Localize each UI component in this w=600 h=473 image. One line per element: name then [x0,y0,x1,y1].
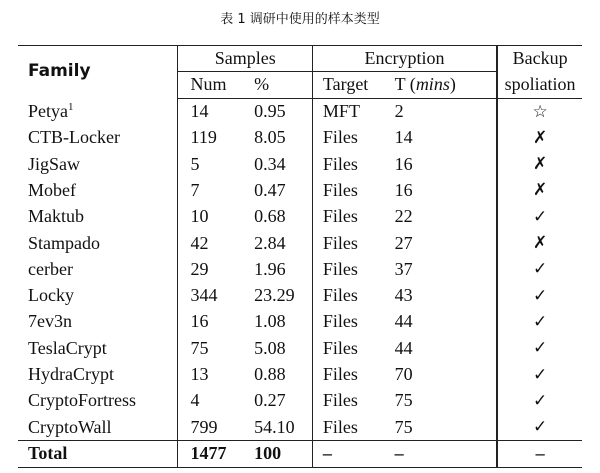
family-name: cerber [28,258,73,279]
backup-symbol: ✗ [532,180,548,201]
table-row [18,125,582,151]
num-cell: 10 [190,206,209,227]
table-body [18,98,582,467]
total-backup: – [497,441,582,467]
backup-symbol: ✓ [532,390,548,411]
family-name: CryptoFortress [28,390,136,411]
header-time [391,72,498,98]
target-cell: Files [322,153,358,174]
pct-cell: 0.34 [254,151,312,177]
backup-cell [497,388,582,414]
family-cell [18,414,178,441]
table-row [18,256,582,282]
target-cell: Files [322,258,358,279]
num-cell: 5 [190,153,200,174]
family-cell [18,335,178,361]
backup-cell [497,362,582,388]
backup-symbol: ✓ [532,417,548,438]
num-cell: 799 [190,416,218,437]
time-cell: 16 [391,151,498,177]
time-cell: 44 [391,309,498,335]
backup-cell [497,335,582,361]
num-cell: 119 [190,127,217,148]
header-backup-line2: spoliation [497,72,582,98]
pct-cell: 23.29 [254,283,312,309]
backup-cell [497,230,582,256]
header-num: Num [178,72,254,98]
target-cell: Files [322,285,358,306]
table-row [18,414,582,441]
ransomware-sample-table [18,45,582,468]
family-cell [18,256,178,282]
backup-cell [497,204,582,230]
family-cell [18,204,178,230]
pct-cell: 0.95 [254,98,312,125]
header-time-prefix: T ( [394,74,416,95]
pct-cell: 5.08 [254,335,312,361]
target-cell: Files [322,311,358,332]
table-row [18,177,582,203]
backup-symbol: ✗ [532,154,548,175]
table-row [18,388,582,414]
header-samples: Samples [178,46,312,72]
table-row [18,283,582,309]
backup-symbol: ✓ [532,364,548,385]
pct-cell: 0.88 [254,362,312,388]
backup-cell [497,414,582,441]
backup-cell [497,309,582,335]
backup-symbol: ✗ [532,127,548,148]
num-cell: 14 [190,101,209,122]
time-cell: 75 [391,414,498,441]
family-name: Stampado [28,232,100,253]
backup-cell [497,98,582,125]
target-cell: MFT [322,101,360,122]
pct-cell: 54.10 [254,414,312,441]
backup-symbol: ✓ [532,259,548,280]
family-cell [18,362,178,388]
time-cell: 22 [391,204,498,230]
num-cell: 75 [190,337,209,358]
family-cell [18,98,178,125]
pct-cell: 0.68 [254,204,312,230]
num-cell: 42 [190,232,209,253]
time-cell: 44 [391,335,498,361]
backup-cell [497,125,582,151]
num-cell: 7 [190,179,200,200]
total-row [18,441,582,467]
total-pct: 100 [254,441,312,467]
family-cell [18,230,178,256]
time-cell: 2 [391,98,498,125]
header-pct: % [254,72,312,98]
family-cell [18,309,178,335]
header-encryption: Encryption [312,46,497,72]
backup-symbol: ✓ [532,311,548,332]
family-cell [18,151,178,177]
family-cell [18,125,178,151]
total-target: – [312,441,390,467]
header-target: Target [312,72,390,98]
backup-symbol: ☆ [532,101,548,122]
family-name: 7ev3n [28,311,72,332]
time-cell: 16 [391,177,498,203]
table-row [18,362,582,388]
table-row [18,204,582,230]
backup-cell [497,256,582,282]
table-row [18,151,582,177]
family-cell [18,177,178,203]
backup-symbol: ✗ [532,233,548,254]
backup-symbol: ✓ [532,285,548,306]
backup-cell [497,283,582,309]
total-label: Total [18,441,178,467]
header-time-unit: mins [415,74,450,95]
header-family: Family [18,46,178,99]
header-time-suffix: ) [449,74,456,95]
family-name: Maktub [28,206,84,227]
family-name: Mobef [28,179,76,200]
backup-cell [497,151,582,177]
backup-symbol: ✓ [532,206,548,227]
family-name: Petya [28,100,68,121]
family-cell [18,388,178,414]
family-name: CTB-Locker [28,127,120,148]
family-footnote: 1 [68,100,74,113]
pct-cell: 0.27 [254,388,312,414]
time-cell: 14 [391,125,498,151]
pct-cell: 1.08 [254,309,312,335]
backup-cell [497,177,582,203]
time-cell: 70 [391,362,498,388]
total-time: – [391,441,498,467]
pct-cell: 8.05 [254,125,312,151]
pct-cell: 2.84 [254,230,312,256]
family-name: Locky [28,285,74,306]
target-cell: Files [322,337,358,358]
time-cell: 75 [391,388,498,414]
target-cell: Files [322,127,358,148]
family-name: HydraCrypt [28,364,114,385]
table-row [18,335,582,361]
target-cell: Files [322,206,358,227]
num-cell: 344 [190,285,218,306]
table-row [18,98,582,125]
family-name: JigSaw [28,153,81,174]
pct-cell: 0.47 [254,177,312,203]
target-cell: Files [322,364,358,385]
header-backup-line1: Backup [497,46,582,72]
table-row [18,230,582,256]
time-cell: 27 [391,230,498,256]
table-caption: 表 1 调研中使用的样本类型 [220,12,380,27]
time-cell: 43 [391,283,498,309]
total-num: 1477 [178,441,254,467]
family-name: TeslaCrypt [28,337,107,358]
time-cell: 37 [391,256,498,282]
num-cell: 13 [190,364,209,385]
family-cell [18,283,178,309]
pct-cell: 1.96 [254,256,312,282]
backup-symbol: ✓ [532,338,548,359]
num-cell: 4 [190,390,200,411]
target-cell: Files [322,179,358,200]
num-cell: 16 [190,311,209,332]
target-cell: Files [322,232,358,253]
table-row [18,309,582,335]
family-name: CryptoWall [28,416,112,437]
target-cell: Files [322,416,358,437]
target-cell: Files [322,390,358,411]
num-cell: 29 [190,258,209,279]
